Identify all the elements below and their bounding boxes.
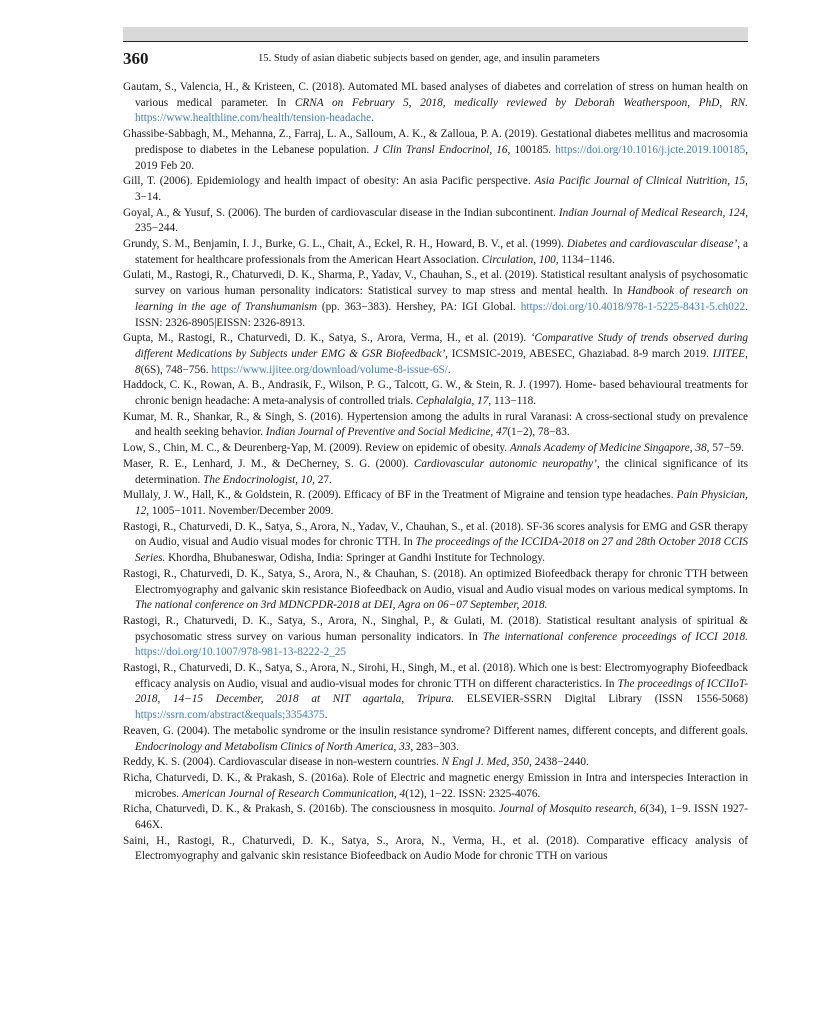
- reference-link[interactable]: https://doi.org/10.4018/978-1-5225-8431-5.ch022: [520, 300, 746, 313]
- reference-source: Cardiovascular autonomic neuropathy’: [413, 457, 597, 470]
- reference-source: Cephalalgia, 17,: [415, 395, 492, 408]
- reference-text: Goyal, A., & Yusuf, S. (2006). The burden of cardiovascular disease in the Indian subcontinent.: [123, 206, 559, 219]
- reference-text: 113−118.: [491, 395, 537, 408]
- reference-source: Journal of Mosquito research, 6: [498, 803, 646, 816]
- reference-source: The national conference on 3rd MDNCPDR-2018 at DEI, Agra on 06−07 September, 2018.: [135, 599, 548, 612]
- reference-text: 100185.: [510, 143, 556, 156]
- reference-link[interactable]: https://www.healthline.com/health/tension-headache: [135, 112, 372, 125]
- reference-source: Annals Academy of Medicine Singapore, 38,: [509, 442, 710, 455]
- reference-link[interactable]: https://doi.org/10.1016/j.jcte.2019.100185: [555, 143, 746, 156]
- reference-text: , a statement for healthcare professionals from the American Heart Association.: [135, 238, 748, 266]
- reference-text: Gulati, M., Rastogi, R., Chaturvedi, D. K., Sharma, P., Yadav, V., Chauhan, S., et al. (2019). Statistical resultant analysis of psychosomatic survey on various human personality indicators: Statistical survey to map stress and mental health. In: [123, 269, 748, 298]
- reference-item: [123, 661, 748, 724]
- reference-source: The proceedings of the ICCIDA-2018 on 27 and 28th October 2018 CCIS Series.: [135, 536, 748, 565]
- reference-source: Indian Journal of Preventive and Social Medicine, 47: [265, 426, 508, 439]
- reference-item: [123, 174, 748, 205]
- reference-source: Handbook of research on learning in the age of Transhumanism: [135, 285, 748, 313]
- reference-text: Grundy, S. M., Benjamin, I. J., Burke, G. L., Chait, A., Eckel, R. H., Howard, B. V., et al. (1999).: [123, 238, 567, 251]
- reference-source: The international conference proceedings of ICCI 2018.: [482, 630, 748, 643]
- reference-text: 57−59.: [709, 442, 744, 455]
- reference-text: Haddock, C. K., Rowan, A. B., Andrasik, F., Wilson, P. G., Talcott, G. W., & Stein, R. J. (1997). Home- based behavioural treatments for chronic benign headache: A meta-analysis of controlled trials.: [123, 379, 748, 408]
- reference-source: American Journal of Research Communication, 4: [181, 787, 406, 800]
- reference-item: [123, 80, 748, 127]
- reference-item: [123, 520, 748, 567]
- reference-item: [123, 755, 748, 771]
- reference-source: N Engl J. Med, 350,: [441, 756, 532, 769]
- reference-link[interactable]: https://www.ijitee.org/download/volume-8-issue-6S/: [211, 363, 448, 376]
- reference-source: The proceedings of ICCIIoT- 2018, 14−15 December, 2018 at NIT agartala, Tripura.: [135, 677, 748, 706]
- reference-item: [123, 802, 748, 833]
- reference-text: Mullaly, J. W., Hall, K., & Goldstein, R. (2009). Efficacy of BF in the Treatment of Migraine and tension type headaches.: [123, 489, 677, 502]
- reference-text: Rastogi, R., Chaturvedi, D. K., Satya, S., Arora, N., Singhal, P., & Gulati, M. (2018). Statistical resultant analysis of spiritual & psychosomatic stress survey on various human personality indicators. In: [123, 614, 748, 643]
- reference-link[interactable]: https://doi.org/10.1007/978-981-13-8222-2_25: [135, 646, 347, 659]
- reference-item: [123, 206, 748, 237]
- reference-item: [123, 127, 748, 174]
- reference-text: Low, S., Chin, M. C., & Deurenberg-Yap, M. (2009). Review on epidemic of obesity.: [123, 442, 510, 455]
- reference-item: [123, 378, 748, 409]
- reference-text: (6S), 748−756.: [140, 363, 212, 376]
- reference-source: Indian Journal of Medical Research, 124,: [558, 206, 749, 219]
- reference-source: IJITEE, 8: [135, 347, 748, 376]
- reference-text: ELSEVIER-SSRN Digital Library (ISSN 1556-5068): [454, 693, 748, 706]
- reference-source: Circulation, 100,: [481, 253, 559, 266]
- reference-text: , the clinical significance of its determination.: [135, 457, 748, 486]
- reference-text: Maser, R. E., Lenhard, J. M., & DeCherney, S. G. (2000).: [123, 457, 414, 470]
- reference-text: (12), 1−22. ISSN: 2325-4076.: [405, 787, 541, 800]
- reference-text: Ghassibe-Sabbagh, M., Mehanna, Z., Farraj, L. A., Salloum, A. K., & Zalloua, P. A. (2019). Gestational diabetes mellitus and macrosomia predispose to diabetes in the Lebanese population.: [123, 128, 748, 156]
- reference-text: Gautam, S., Valencia, H., & Kristeen, C. (2018). Automated ML based analyses of diabetes and correlation of stress on human health on various medical parameter. In: [123, 81, 748, 109]
- reference-text: Kumar, M. R., Shankar, R., & Singh, S. (2016). Hypertension among the adults in rural Varanasi: A cross-sectional study on prevalence and health seeking behavior.: [123, 410, 748, 439]
- reference-text: 1005−1011. November/December 2009.: [149, 504, 334, 517]
- reference-item: [123, 457, 748, 488]
- reference-text: (34), 1−9. ISSN 1927-646X.: [135, 803, 749, 832]
- reference-text: Saini, H., Rastogi, R., Chaturvedi, D. K., Satya, S., Arora, N., Verma, H., et al. (2018). Comparative efficacy analysis of Electromyography and galvanic skin resistance Biofeedback on Audio Mode for chronic TTH on various: [123, 834, 748, 863]
- reference-text: Rastogi, R., Chaturvedi, D. K., Satya, S., Arora, N., & Chauhan, S. (2018). An optimized Biofeedback therapy for chronic TTH between Electromyography and galvanic skin resistance Biofeedback on Audio, visual and Audio visual modes on various medical symptoms. In: [123, 567, 748, 596]
- reference-text: Richa, Chaturvedi, D. K., & Prakash, S. (2016b). The consciousness in mosquito.: [123, 803, 499, 816]
- reference-list: [123, 80, 748, 865]
- top-band: [123, 27, 748, 41]
- reference-item: [123, 331, 748, 378]
- reference-item: [123, 410, 748, 441]
- reference-source: Pain Physician, 12,: [135, 489, 748, 517]
- page-header: [123, 41, 748, 71]
- reference-text: Reddy, K. S. (2004). Cardiovascular disease in non-western countries.: [123, 756, 442, 769]
- reference-text: Khordha, Bhubaneswar, Odisha, India: Springer at Gandhi Institute for Technology.: [165, 552, 545, 565]
- reference-text: , 2019 Feb 20.: [135, 143, 749, 172]
- reference-source: Endocrinology and Metabolism Clinics of North America, 33,: [135, 740, 414, 753]
- reference-source: The Endocrinologist, 10,: [203, 473, 315, 486]
- reference-item: [123, 771, 748, 802]
- reference-source: CRNA on February 5, 2018, medically reviewed by Deborah Weatherspoon, PhD, RN.: [294, 96, 748, 109]
- reference-item: [123, 268, 748, 331]
- reference-source: ‘Comparative Study of trends observed during different Medications by Subjects under EMG & GSR Biofeedback’: [135, 332, 748, 360]
- reference-text: Rastogi, R., Chaturvedi, D. K., Satya, S., Arora, N., Yadav, V., Chauhan, S., et al. (2018). SF-36 scores analysis for EMG and GSR therapy on Audio, visual and Audio visual modes for chronic TTH. In: [123, 520, 748, 549]
- reference-text: .: [447, 363, 451, 376]
- reference-text: Rastogi, R., Chaturvedi, D. K., Satya, S., Arora, N., Sirohi, H., Singh, M., et al. (2018). Which one is best: Electromyography Biofeedback efficacy analysis on Audio, visual and audio-visual modes for chronic TTH on different characteristics. In: [123, 662, 748, 690]
- running-head: 15. Study of asian diabetic subjects based on gender, age, and insulin parameters: [258, 53, 600, 64]
- reference-text: 235−244.: [135, 222, 178, 235]
- reference-text: 27.: [314, 473, 332, 486]
- reference-source: Asia Pacific Journal of Clinical Nutrition, 15,: [534, 175, 748, 188]
- reference-text: 3−14.: [135, 190, 162, 203]
- reference-item: [123, 567, 748, 614]
- reference-item: [123, 441, 748, 457]
- reference-text: Reaven, G. (2004). The metabolic syndrome or the insulin resistance syndrome? Different names, different concepts, and different goals.: [123, 724, 748, 737]
- reference-text: Gupta, M., Rastogi, R., Chaturvedi, D. K., Satya, S., Arora, Verma, H., et al. (2019).: [123, 332, 531, 345]
- reference-item: [123, 237, 748, 268]
- reference-item: [123, 834, 748, 865]
- reference-text: 283−303.: [413, 740, 459, 753]
- reference-text: (pp. 363−383). Hershey, PA: IGI Global.: [316, 300, 521, 313]
- reference-text: Richa, Chaturvedi, D. K., & Prakash, S. (2016a). Role of Electric and magnetic energy Emission in Intra and interspecies Interaction in microbes.: [123, 771, 748, 800]
- reference-item: [123, 488, 748, 519]
- reference-text: .: [371, 112, 374, 125]
- reference-item: [123, 614, 748, 661]
- reference-text: , ICSMSIC-2019, ABESEC, Ghaziabad. 8-9 march 2019.: [445, 347, 713, 360]
- reference-item: [123, 724, 748, 755]
- reference-source: Diabetes and cardiovascular disease’: [566, 238, 738, 251]
- reference-text: Gill, T. (2006). Epidemiology and health impact of obesity: An asia Pacific perspective.: [123, 175, 535, 188]
- reference-text: (1−2), 78−83.: [507, 426, 570, 439]
- reference-text: 2438−2440.: [531, 756, 589, 769]
- reference-source: J Clin Transl Endocrinol, 16,: [373, 143, 511, 156]
- reference-link[interactable]: https://ssrn.com/abstract&equals;3354375: [135, 709, 325, 722]
- page-number: 360: [123, 49, 149, 68]
- reference-text: .: [324, 709, 328, 722]
- reference-text: . ISSN: 2326-8905|EISSN: 2326-8913.: [135, 300, 748, 329]
- reference-text: 1134−1146.: [558, 253, 615, 266]
